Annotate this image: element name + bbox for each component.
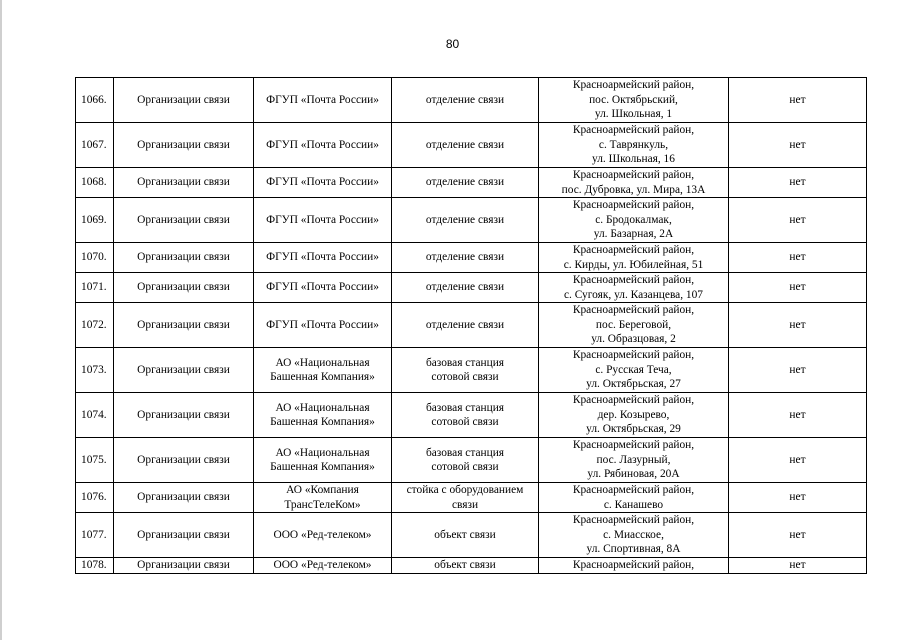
table-row [76, 558, 867, 574]
row-number: 1078. [81, 559, 107, 571]
value-text: нет [789, 281, 806, 294]
category-cell [114, 558, 254, 574]
address-line: ул. Спортивная, 8А [586, 543, 681, 556]
value-text: нет [789, 363, 806, 376]
address-line: ул. Образцовая, 2 [591, 333, 676, 346]
category-cell [114, 123, 254, 168]
value-cell [729, 78, 867, 123]
organization-cell [254, 558, 392, 574]
organization-line: АО «Национальная [275, 401, 370, 414]
object-type-cell [392, 438, 539, 483]
organization-line: АО «Компания [286, 484, 359, 496]
table-row [76, 198, 867, 243]
category-cell [114, 78, 254, 123]
address-cell [539, 558, 729, 574]
organization-line: Башенная Компания» [270, 461, 375, 473]
table-row [76, 303, 867, 348]
value-text: нет [789, 318, 806, 331]
address-line: ул. Базарная, 2А [593, 228, 674, 241]
object-type-cell [392, 393, 539, 438]
table-row [76, 393, 867, 438]
organization-cell [254, 348, 392, 393]
address-line: с. Кирды, ул. Юбилейная, 51 [563, 258, 704, 271]
object-type-cell [392, 168, 539, 198]
row-number-cell [76, 558, 114, 574]
row-number: 1072. [81, 318, 107, 331]
table-row [76, 483, 867, 513]
row-number: 1074. [81, 408, 107, 421]
object-type-line: сотовой связи [431, 371, 499, 383]
organization-line: ФГУП «Почта России» [266, 213, 379, 226]
object-type-line: отделение связи [425, 176, 505, 189]
category-text: Организации связи [137, 93, 230, 106]
address-line: Красноармейский район, [572, 199, 695, 212]
organization-cell [254, 243, 392, 273]
row-number: 1067. [81, 138, 107, 151]
value-text: нет [789, 491, 806, 504]
address-line: ул. Рябиновая, 20А [587, 468, 680, 481]
object-type-line: объект связи [434, 559, 496, 571]
object-type-cell [392, 243, 539, 273]
organization-line: Башенная Компания» [270, 416, 375, 428]
value-text: нет [789, 138, 806, 151]
object-type-line: сотовой связи [431, 416, 499, 428]
table-row [76, 78, 867, 123]
object-type-line: связи [451, 498, 479, 511]
address-cell [539, 303, 729, 348]
category-cell [114, 393, 254, 438]
page-number: 80 [445, 37, 460, 51]
address-line: Красноармейский район, [572, 79, 695, 92]
page-left-edge [0, 0, 2, 640]
row-number: 1070. [81, 251, 107, 264]
row-number-cell [76, 483, 114, 513]
category-cell [114, 513, 254, 558]
organization-cell [254, 513, 392, 558]
table-row [76, 243, 867, 273]
value-text: нет [789, 176, 806, 189]
address-cell [539, 78, 729, 123]
address-line: пос. Дубровка, ул. Мира, 13А [561, 183, 706, 196]
address-line: с. Канашево [603, 498, 664, 511]
address-cell [539, 438, 729, 483]
object-type-cell [392, 78, 539, 123]
row-number-cell [76, 123, 114, 168]
value-cell [729, 168, 867, 198]
row-number: 1071. [81, 281, 107, 294]
value-cell [729, 393, 867, 438]
address-line: Красноармейский район, [572, 484, 695, 496]
address-line: Красноармейский район, [572, 124, 695, 137]
organization-line: ФГУП «Почта России» [266, 251, 379, 264]
address-line: с. Миасское, [603, 528, 664, 541]
value-text: нет [789, 93, 806, 106]
value-cell [729, 513, 867, 558]
object-type-line: стойка с оборудованием [406, 484, 524, 496]
address-cell [539, 123, 729, 168]
category-text: Организации связи [137, 318, 230, 331]
organization-cell [254, 198, 392, 243]
row-number-cell [76, 78, 114, 123]
category-text: Организации связи [137, 213, 230, 226]
category-cell [114, 438, 254, 483]
address-cell [539, 273, 729, 303]
object-type-line: сотовой связи [431, 461, 499, 473]
table-row [76, 273, 867, 303]
value-text: нет [789, 408, 806, 421]
organization-cell [254, 168, 392, 198]
address-line: Красноармейский район, [572, 304, 695, 317]
row-number-cell [76, 243, 114, 273]
row-number-cell [76, 393, 114, 438]
category-cell [114, 243, 254, 273]
address-cell [539, 168, 729, 198]
address-line: с. Бродокалмак, [595, 213, 672, 226]
object-type-cell [392, 348, 539, 393]
organization-cell [254, 273, 392, 303]
object-type-cell [392, 513, 539, 558]
address-cell [539, 348, 729, 393]
organization-line: ООО «Ред-телеком» [273, 528, 372, 541]
address-line: с. Русская Теча, [595, 363, 672, 376]
organization-line: АО «Национальная [275, 446, 370, 459]
value-cell [729, 123, 867, 168]
category-text: Организации связи [137, 281, 230, 294]
address-line: дер. Козырево, [597, 408, 670, 421]
category-cell [114, 168, 254, 198]
row-number-cell [76, 303, 114, 348]
address-line: ул. Октябрьская, 27 [586, 378, 681, 391]
category-text: Организации связи [137, 176, 230, 189]
object-type-cell [392, 558, 539, 574]
organization-cell [254, 303, 392, 348]
value-cell [729, 303, 867, 348]
row-number: 1069. [81, 213, 107, 226]
address-line: Красноармейский район, [572, 394, 695, 407]
organization-line: ФГУП «Почта России» [266, 176, 379, 189]
address-cell [539, 243, 729, 273]
value-text: нет [789, 213, 806, 226]
row-number-cell [76, 168, 114, 198]
row-number: 1075. [81, 453, 107, 466]
value-text: нет [789, 528, 806, 541]
organization-cell [254, 123, 392, 168]
organization-line: ООО «Ред-телеком» [273, 559, 372, 571]
organization-line: ТрансТелеКом» [284, 498, 361, 511]
organization-cell [254, 78, 392, 123]
address-line: Красноармейский район, [572, 274, 695, 286]
value-text: нет [789, 559, 806, 571]
object-type-cell [392, 273, 539, 303]
object-type-line: отделение связи [425, 251, 505, 264]
organization-cell [254, 483, 392, 513]
address-line: ул. Октябрьская, 29 [586, 423, 681, 436]
category-text: Организации связи [137, 491, 230, 504]
row-number-cell [76, 273, 114, 303]
address-line: с. Сугояк, ул. Казанцева, 107 [563, 288, 704, 301]
address-line: Красноармейский район, [572, 439, 695, 452]
category-text: Организации связи [137, 251, 230, 264]
object-type-cell [392, 198, 539, 243]
organization-cell [254, 438, 392, 483]
value-cell [729, 438, 867, 483]
row-number-cell [76, 198, 114, 243]
row-number: 1073. [81, 363, 107, 376]
object-type-line: базовая станция [425, 446, 505, 459]
category-cell [114, 273, 254, 303]
row-number: 1077. [81, 528, 107, 541]
category-text: Организации связи [137, 408, 230, 421]
table-row [76, 513, 867, 558]
category-text: Организации связи [137, 138, 230, 151]
organization-cell [254, 393, 392, 438]
communications-table [75, 77, 867, 574]
organization-line: ФГУП «Почта России» [266, 281, 379, 294]
address-line: Красноармейский район, [572, 559, 695, 571]
category-cell [114, 483, 254, 513]
object-type-cell [392, 123, 539, 168]
address-line: пос. Октябрьский, [589, 93, 678, 106]
table-body [76, 78, 867, 574]
address-cell [539, 483, 729, 513]
value-cell [729, 198, 867, 243]
category-text: Организации связи [137, 559, 230, 571]
row-number: 1066. [81, 93, 107, 106]
row-number-cell [76, 438, 114, 483]
table-row [76, 123, 867, 168]
address-cell [539, 513, 729, 558]
row-number-cell [76, 348, 114, 393]
object-type-line: отделение связи [425, 213, 505, 226]
address-line: Красноармейский район, [572, 514, 695, 527]
address-line: пос. Береговой, [595, 318, 672, 331]
address-cell [539, 198, 729, 243]
object-type-line: базовая станция [425, 401, 505, 414]
object-type-line: отделение связи [425, 93, 505, 106]
value-cell [729, 243, 867, 273]
category-text: Организации связи [137, 453, 230, 466]
row-number-cell [76, 513, 114, 558]
object-type-line: базовая станция [425, 356, 505, 369]
row-number: 1076. [81, 491, 107, 504]
organization-line: ФГУП «Почта России» [266, 138, 379, 151]
row-number: 1068. [81, 176, 107, 189]
object-type-cell [392, 483, 539, 513]
value-cell [729, 273, 867, 303]
address-line: пос. Лазурный, [596, 453, 671, 466]
value-cell [729, 558, 867, 574]
category-cell [114, 303, 254, 348]
address-line: ул. Школьная, 16 [592, 153, 675, 166]
object-type-line: отделение связи [425, 318, 505, 331]
category-cell [114, 198, 254, 243]
address-line: Красноармейский район, [572, 349, 695, 362]
value-cell [729, 483, 867, 513]
address-line: Красноармейский район, [572, 244, 695, 256]
organization-line: Башенная Компания» [270, 371, 375, 383]
category-text: Организации связи [137, 363, 230, 376]
object-type-cell [392, 303, 539, 348]
category-text: Организации связи [137, 528, 230, 541]
value-text: нет [789, 251, 806, 264]
object-type-line: объект связи [434, 528, 496, 541]
organization-line: ФГУП «Почта России» [266, 93, 379, 106]
table-row [76, 438, 867, 483]
object-type-line: отделение связи [425, 281, 505, 294]
table-row [76, 168, 867, 198]
address-line: с. Таврянкуль, [598, 138, 669, 151]
category-cell [114, 348, 254, 393]
organization-line: ФГУП «Почта России» [266, 318, 379, 331]
address-cell [539, 393, 729, 438]
organization-line: АО «Национальная [275, 356, 370, 369]
table-row [76, 348, 867, 393]
object-type-line: отделение связи [425, 138, 505, 151]
address-line: Красноармейский район, [572, 169, 695, 181]
value-text: нет [789, 453, 806, 466]
address-line: ул. Школьная, 1 [594, 108, 673, 121]
value-cell [729, 348, 867, 393]
